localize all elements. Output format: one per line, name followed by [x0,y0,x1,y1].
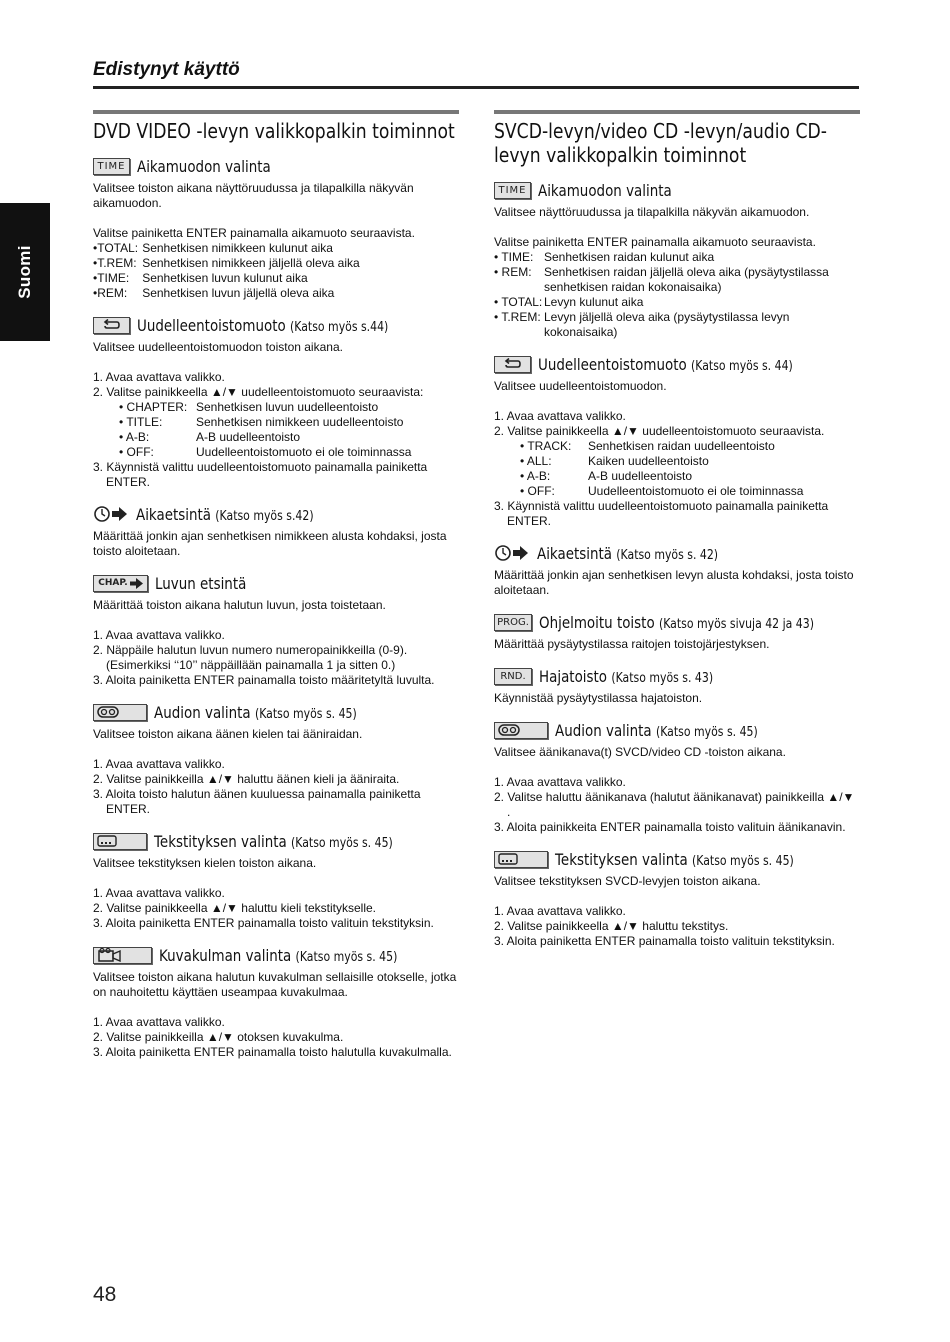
step: 3. Aloita painiketta ENTER painamalla toisto valituin tekstityksin. [494,934,835,948]
section-random-play [494,664,860,706]
repeat-steps [93,370,459,490]
column-title: SVCD-levyn/video CD -levyn/audio CD- levyn valikkopalkin toiminnot [494,119,827,167]
page-reference: (Katso myös s. 45) [655,724,758,740]
subtitle-icon [494,851,548,868]
page-reference: (Katso myös s. 45) [295,949,398,965]
column-title: DVD VIDEO -levyn valikkopalkin toiminnot [93,119,455,143]
section-description: Valitsee uudelleentoistomuodon. [494,379,667,393]
list-item: • TRACK: Senhetkisen raidan uudelleentoisto [520,439,775,453]
section-description: Valitsee tekstityksen SVCD-levyjen toiston aikana. [494,874,761,888]
step: 3. Aloita painiketta ENTER painamalla toisto valituin tekstityksin. [93,916,434,930]
repeat-icon [93,317,130,334]
step: 1. Avaa avattava valikko. [93,757,225,771]
section-description: Määrittää toiston aikana halutun luvun, josta toistetaan. [93,598,386,612]
step: 2. Valitse painikkeilla ▲/▼ haluttu äänen kieli ja ääniraita. [93,772,400,786]
page-header-title: Edistynyt käyttö [93,59,240,80]
time-icon: TIME [494,182,531,199]
page-reference: (Katso myös s. 45) [254,706,357,722]
page-reference: (Katso myös s.44) [290,319,389,335]
time-search-icon [93,506,129,523]
repeat-steps [494,409,860,529]
section-description: Valitsee toiston aikana näyttöruudussa ja tilapalkilla näkyvän aikamuodon. [93,181,414,210]
camera-angle-icon [93,947,152,964]
audio-icon [494,722,548,739]
audio-steps [494,775,860,835]
list-item: • CHAPTER: Senhetkisen luvun uudelleentoisto [119,400,379,414]
section-heading: Aikamuodon valinta [137,156,271,176]
step: 2. Valitse painikkeilla ▲/▼ otoksen kuvakulma. [93,1030,344,1044]
section-description: Valitsee toiston aikana äänen kielen tai ääniraidan. [93,727,363,741]
step: 1. Avaa avattava valikko. [93,886,225,900]
section-audio [494,718,860,835]
subtitle-steps [494,904,860,949]
section-time-mode [93,154,459,301]
page-reference: (Katso myös s. 45) [291,835,393,851]
page-reference: (Katso myös s. 44) [691,358,793,374]
audio-steps [93,757,459,817]
section-heading: Luvun etsintä [155,573,247,593]
section-time-search [494,541,860,598]
section-repeat-mode [93,313,459,490]
time-options-list [93,241,459,301]
section-heading: Tekstityksen valinta [154,831,287,851]
section-heading: Uudelleentoistomuoto [538,354,687,374]
page-reference: (Katso myös s.42) [215,508,314,524]
page-reference: (Katso myös sivuja 42 ja 43) [658,616,814,632]
repeat-icon [494,356,531,373]
section-audio [93,700,459,817]
page-reference: (Katso myös s. 42) [616,547,719,563]
repeat-options-list [507,439,860,499]
step: 3. Käynnistä valittu uudelleentoistomuoto painamalla painiketta ENTER. [494,499,829,528]
section-heading: Audion valinta [154,702,251,722]
section-description: Määrittää pysäytystilassa raitojen toistojärjestyksen. [494,637,770,651]
page-reference: (Katso myös s. 43) [611,670,714,686]
section-subtitle [494,847,860,949]
step: 1. Avaa avattava valikko. [93,628,225,642]
list-item: • TIME: Senhetkisen raidan kulunut aika [494,250,715,264]
section-heading: Uudelleentoistomuoto [137,315,286,335]
section-description: Valitsee toiston aikana halutun kuvakulman sellaisille otokselle, jotka on nauhoitettu käyttäen useampaa kuvakulmaa. [93,970,457,999]
section-heading: Tekstityksen valinta [555,849,688,869]
section-subtitle [93,829,459,931]
chapter-steps [93,628,459,688]
section-heading: Aikaetsintä [537,543,613,563]
step: 1. Avaa avattava valikko. [494,904,626,918]
list-item: • A-B: A-B uudelleentoisto [119,430,301,444]
section-time-mode [494,178,860,340]
section-angle [93,943,459,1060]
list-item: • TITLE: Senhetkisen nimikkeen uudelleentoisto [119,415,404,429]
angle-steps [93,1015,459,1060]
list-item: • REM: Senhetkisen luvun jäljellä oleva aika [93,286,335,300]
step: 2. Valitse haluttu äänikanava (halutut äänikanavat) painikkeilla ▲/▼ . [494,790,855,819]
step: 2. Valitse painikkeella ▲/▼ haluttu tekstitys. [494,919,729,933]
step: 1. Avaa avattava valikko. [494,409,626,423]
step: 3. Aloita painiketta ENTER painamalla toisto halutulla kuvakulmalla. [93,1045,452,1059]
column-rule [494,110,860,114]
page-reference: (Katso myös s. 45) [692,853,794,869]
section-intro: Valitse painiketta ENTER painamalla aikamuoto seuraavista. [93,226,415,240]
section-heading: Audion valinta [555,720,652,740]
step: 3. Aloita painiketta ENTER painamalla toisto määritetyltä luvulta. [93,673,435,687]
language-side-tab [0,203,50,341]
section-description: Valitsee tekstityksen kielen toiston aikana. [93,856,317,870]
step: 2. Valitse painikkeella ▲/▼ uudelleentoistomuoto seuraavista. • TRACK: Senhetkisen raidan uudelleentoisto • ALL: Kaiken uudelleentoisto • A-B: A-B uudelleentoisto • OFF: Uudelleentoistomuoto ei ole toiminnassa [494,424,860,499]
list-item: • TIME: Senhetkisen luvun kulunut aika [93,271,308,285]
column-rule [93,110,459,114]
section-heading: Ohjelmoitu toisto [539,612,655,632]
section-description: Valitsee näyttöruudussa ja tilapalkilla näkyvän aikamuodon. [494,205,810,219]
section-heading: Aikamuodon valinta [538,180,672,200]
program-icon: PROG. [494,614,532,631]
list-item: • ALL: Kaiken uudelleentoisto [520,454,709,468]
step: 3. Käynnistä valittu uudelleentoistomuoto painamalla painiketta ENTER. [93,460,428,489]
section-description: Määrittää jonkin ajan senhetkisen nimikkeen alusta kohdaksi, josta toisto aloitetaan. [93,529,447,558]
list-item: • OFF: Uudelleentoistomuoto ei ole toiminnassa [119,445,412,459]
section-heading: Aikaetsintä [136,504,212,524]
chapter-icon: CHAP. [93,575,148,592]
list-item: • A-B: A-B uudelleentoisto [520,469,693,483]
random-icon: RND. [494,668,532,685]
step: 1. Avaa avattava valikko. [494,775,626,789]
step: 1. Avaa avattava valikko. [93,1015,225,1029]
time-icon: TIME [93,158,130,175]
audio-icon [93,704,147,721]
step: 1. Avaa avattava valikko. [93,370,225,384]
list-item: • T.REM: Levyn jäljellä oleva aika (pysäytystilassa levyn kokonaisaika) [494,310,790,339]
time-options-list [494,250,860,340]
header-rule [93,86,859,89]
section-program-play [494,610,860,652]
list-item: • TOTAL: Levyn kulunut aika [494,295,644,309]
list-item: • REM: Senhetkisen raidan jäljellä oleva aika (pysäytystilassa senhetkisen raidan kokonaisaika) [494,265,829,294]
section-intro: Valitse painiketta ENTER painamalla aikamuoto seuraavista. [494,235,816,249]
time-search-icon [494,545,530,562]
step: 2. Valitse painikkeella ▲/▼ uudelleentoistomuoto seuraavista: • CHAPTER: Senhetkisen luvun uudelleentoisto • TITLE: Senhetkisen nimikkeen uudelleentoisto • A-B: A-B uudelleentoisto • OFF: Uudelleentoistomuoto ei ole toiminnassa [93,385,459,460]
section-description: Käynnistää pysäytystilassa hajatoiston. [494,691,703,705]
section-repeat-mode [494,352,860,529]
step: 3. Aloita toisto halutun äänen kuuluessa painamalla painiketta ENTER. [93,787,421,816]
subtitle-icon [93,833,147,850]
step: 2. Valitse painikkeella ▲/▼ haluttu kieli tekstitykselle. [93,901,376,915]
section-heading: Hajatoisto [539,666,608,686]
section-description: Valitsee äänikanava(t) SVCD/video CD -toiston aikana. [494,745,786,759]
section-time-search [93,502,459,559]
list-item: • T.REM: Senhetkisen nimikkeen jäljellä oleva aika [93,256,360,270]
step: 2. Näppäile halutun luvun numero numeropainikkeilla (0-9). (Esimerkiksi ‘‘10’’ näppäillään painamalla 1 ja sitten 0.) [93,643,408,672]
section-description: Valitsee uudelleentoistomuodon toiston aikana. [93,340,343,354]
step: 3. Aloita painikkeita ENTER painamalla toisto valituin äänikanavin. [494,820,846,834]
dvd-column [93,110,459,1060]
section-description: Määrittää jonkin ajan senhetkisen levyn alusta kohdaksi, josta toisto aloitetaan. [494,568,854,597]
svcd-column [494,110,860,949]
section-chapter-search [93,571,459,688]
section-heading: Kuvakulman valinta [159,945,292,965]
subtitle-steps [93,886,459,931]
list-item: • TOTAL: Senhetkisen nimikkeen kulunut aika [93,241,333,255]
language-label: Suomi [15,245,34,299]
list-item: • OFF: Uudelleentoistomuoto ei ole toiminnassa [520,484,804,498]
repeat-options-list [106,400,459,460]
page-number: 48 [93,1283,117,1306]
